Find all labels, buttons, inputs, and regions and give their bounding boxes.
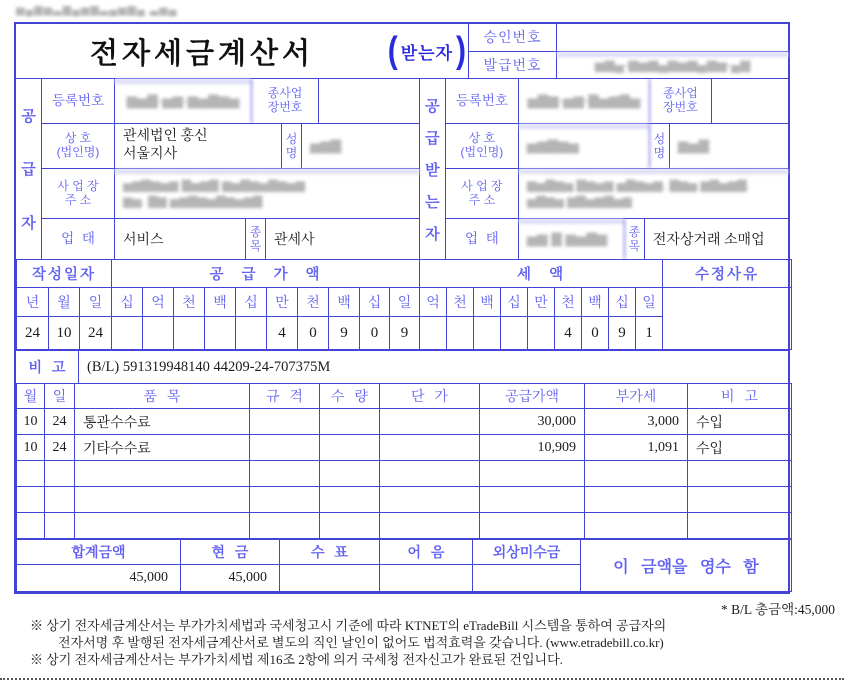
item-month: 10 bbox=[17, 409, 45, 435]
item-supply bbox=[480, 487, 585, 513]
supplier-company-label bbox=[42, 124, 115, 168]
recipient-ceo-label-char: 명 bbox=[653, 146, 666, 160]
issue-number-row bbox=[469, 52, 788, 79]
item-row bbox=[17, 513, 792, 539]
recipient-biztype-value: ▅▆ ▇ ▆▅▇▆ bbox=[519, 219, 625, 259]
item-supply: 30,000 bbox=[480, 409, 585, 435]
remark-label: 비 고 bbox=[16, 351, 79, 383]
tax-digit-unit: 백 bbox=[474, 288, 501, 317]
date-unit: 월 bbox=[49, 288, 80, 317]
supplier-address-label-line: 사 업 장 bbox=[57, 178, 99, 193]
supply-digit: 9 bbox=[329, 317, 360, 350]
supplier-ceo-label-char: 명 bbox=[285, 146, 298, 160]
parties-section bbox=[16, 78, 788, 259]
item-spec bbox=[250, 487, 320, 513]
credit-label: 외상미수금 bbox=[473, 540, 581, 565]
invoice-header bbox=[16, 24, 788, 78]
recipient-company-label-line: (법인명) bbox=[460, 145, 504, 159]
supplier-biztype-value: 서비스 bbox=[115, 219, 246, 259]
bl-total-line: * B/L 총금액:45,000 bbox=[721, 602, 835, 617]
tax-digit: 9 bbox=[609, 317, 636, 350]
recipient-fields bbox=[446, 79, 788, 259]
recipient-address-label-line: 주 소 bbox=[468, 192, 496, 207]
item-note bbox=[688, 487, 792, 513]
supply-digit: 9 bbox=[390, 317, 420, 350]
recipient-regno-label: 등록번호 bbox=[446, 79, 519, 123]
col-month: 월 bbox=[17, 384, 45, 409]
supplier-address-label bbox=[42, 169, 115, 218]
tax-digit bbox=[447, 317, 474, 350]
recipient-subbiz-label bbox=[650, 79, 712, 123]
supplier-block bbox=[16, 79, 420, 259]
supply-digit: 4 bbox=[267, 317, 298, 350]
issue-number-label: 발급번호 bbox=[469, 52, 557, 79]
supply-digit bbox=[236, 317, 267, 350]
item-row bbox=[17, 409, 792, 435]
supply-digit bbox=[143, 317, 174, 350]
supplier-company-label-line: (법인명) bbox=[56, 145, 100, 159]
remark-value: (B/L) 591319948140 44209-24-707375M bbox=[87, 358, 331, 375]
tax-digit-unit: 천 bbox=[555, 288, 582, 317]
item-spec bbox=[250, 435, 320, 461]
date-unit: 년 bbox=[17, 288, 49, 317]
footnote-line: 전자서명 후 발행된 전자세금계산서로 별도의 직인 날인이 없어도 법적효력을 갖습니다. (www.etradebill.co.kr) bbox=[58, 634, 664, 650]
supply-digit-unit: 십 bbox=[236, 288, 267, 317]
supplier-company-value bbox=[115, 124, 282, 168]
supply-digit: 0 bbox=[360, 317, 390, 350]
sender-email-redacted: ▅▄▆▅▃▆▄▅▆▃▄▅▆▄ ▃▅▄ bbox=[16, 4, 178, 16]
date-value: 10 bbox=[49, 317, 80, 350]
supply-digit-unit: 일 bbox=[390, 288, 420, 317]
recipient-side-char: 자 bbox=[425, 225, 440, 243]
item-month bbox=[17, 487, 45, 513]
footnote-line: ※ 상기 전자세금계산서는 부가가치세법과 국세청고시 기준에 따라 KTNET의 eTradeBill 시스템을 통하여 공급자의 bbox=[30, 618, 667, 633]
supplier-bizitem-label-char: 목 bbox=[249, 239, 262, 253]
supplier-company-row bbox=[42, 124, 419, 169]
supplier-side-char: 급 bbox=[21, 161, 36, 179]
tax-digit: 0 bbox=[582, 317, 609, 350]
supply-digit-unit: 천 bbox=[298, 288, 329, 317]
col-vat: 부가세 bbox=[585, 384, 688, 409]
tax-amount-header: 세 액 bbox=[420, 260, 663, 288]
credit-value bbox=[473, 565, 581, 592]
tax-digit-unit: 백 bbox=[582, 288, 609, 317]
col-qty: 수 량 bbox=[320, 384, 380, 409]
recipient-bizitem-value: 전자상거래 소매업 bbox=[652, 233, 765, 248]
footnotes bbox=[30, 618, 830, 669]
supplier-side-char: 자 bbox=[21, 214, 36, 232]
supplier-company-line: 관세법인 홍신 bbox=[123, 128, 208, 144]
supplier-address-label-line: 주 소 bbox=[64, 192, 92, 207]
supplier-side-label bbox=[16, 79, 42, 259]
recipient-address-label-line: 사 업 장 bbox=[461, 178, 503, 193]
col-supply-amount: 공급가액 bbox=[480, 384, 585, 409]
tax-digit-unit: 억 bbox=[420, 288, 447, 317]
item-spec bbox=[250, 513, 320, 539]
supplier-subbiz-label-line: 종사업 bbox=[267, 86, 303, 101]
item-row bbox=[17, 461, 792, 487]
supplier-subbiz-label bbox=[252, 79, 319, 123]
item-vat bbox=[585, 461, 688, 487]
date-value: 24 bbox=[17, 317, 49, 350]
item-qty bbox=[320, 461, 380, 487]
tax-digit bbox=[474, 317, 501, 350]
recipient-subbiz-label-line: 종사업 bbox=[663, 86, 698, 101]
item-unit-price bbox=[380, 513, 480, 539]
recipient-address-row bbox=[446, 169, 788, 219]
item-row bbox=[17, 487, 792, 513]
item-note: 수입 bbox=[688, 409, 792, 435]
supplier-address-line: ▅▆▇▆▅▆ ▇▅▆▇ ▆▅▇▆▅▇▆▅▆ bbox=[123, 177, 306, 192]
item-supply: 10,909 bbox=[480, 435, 585, 461]
item-qty bbox=[320, 435, 380, 461]
item-qty bbox=[320, 409, 380, 435]
recipient-regno-row bbox=[446, 79, 788, 124]
item-row bbox=[17, 435, 792, 461]
supply-digit-unit: 백 bbox=[329, 288, 360, 317]
item-note: 수입 bbox=[688, 435, 792, 461]
item-qty bbox=[320, 513, 380, 539]
tax-digit-unit: 일 bbox=[636, 288, 663, 317]
supplier-ceo-value: ▅▆▇ bbox=[310, 138, 342, 153]
tax-digit-unit: 십 bbox=[609, 288, 636, 317]
item-day bbox=[45, 461, 75, 487]
recipient-side-label bbox=[420, 79, 446, 259]
supplier-address-line: ▆▅. ▇▆ ▅▆▇▆▅▇▆▅▆▇ bbox=[123, 193, 263, 208]
recipient-address-line: ▆▅▇▆▅ ▇▆▅▆ ▅▇▆▅▆. ▇▆▅ ▆▇▅▆▇. bbox=[526, 177, 750, 192]
item-note bbox=[688, 513, 792, 539]
item-name: 통관수수료 bbox=[75, 409, 250, 435]
tax-digit bbox=[528, 317, 555, 350]
check-label: 수 표 bbox=[280, 540, 380, 565]
item-spec bbox=[250, 409, 320, 435]
recipient-tag-group bbox=[388, 24, 466, 78]
recipient-side-char: 는 bbox=[425, 193, 440, 211]
totals-section bbox=[16, 539, 792, 592]
tax-digit: 1 bbox=[636, 317, 663, 350]
total-sum-label: 합계금액 bbox=[17, 540, 181, 565]
item-vat: 3,000 bbox=[585, 409, 688, 435]
recipient-company-label bbox=[446, 124, 519, 168]
supplier-bizitem-value: 관세사 bbox=[274, 233, 315, 248]
tax-digit-unit: 십 bbox=[501, 288, 528, 317]
recipient-tag: 받는자 bbox=[400, 43, 453, 63]
recipient-subbiz-value bbox=[712, 79, 788, 123]
col-spec: 규 격 bbox=[250, 384, 320, 409]
item-supply bbox=[480, 461, 585, 487]
promissory-note-value bbox=[380, 565, 473, 592]
supply-digit-unit: 백 bbox=[205, 288, 236, 317]
col-note: 비 고 bbox=[688, 384, 792, 409]
item-vat bbox=[585, 487, 688, 513]
tax-digit-unit: 천 bbox=[447, 288, 474, 317]
supplier-regno-row bbox=[42, 79, 419, 124]
recipient-address-line: ▅▇▆▅ ▆▇▅▆▇▅▆ bbox=[526, 193, 632, 208]
date-value: 24 bbox=[80, 317, 112, 350]
item-month bbox=[17, 513, 45, 539]
issue-number-value: ▅▆▄-▆▅▆▄▆▅▆▄▆▅-▄▆ bbox=[557, 52, 788, 79]
supplier-ceo-label bbox=[282, 124, 302, 168]
supplier-address-value bbox=[115, 169, 419, 218]
item-name bbox=[75, 461, 250, 487]
approval-number-value bbox=[557, 24, 788, 51]
cash-value: 45,000 bbox=[181, 565, 280, 592]
supply-digit bbox=[174, 317, 205, 350]
supplier-subbiz-label-line: 장번호 bbox=[267, 100, 303, 114]
approval-number-label: 승인번호 bbox=[469, 24, 557, 51]
item-unit-price bbox=[380, 409, 480, 435]
recipient-company-label-line: 상 호 bbox=[468, 131, 496, 146]
recipient-ceo-label bbox=[650, 124, 670, 168]
recipient-regno-value: ▅▇▆-▅▆-▇▅▆▇▅ bbox=[519, 79, 650, 123]
supplier-regno-value: ▆▅▇-▅▆-▆▅▇▆▅ bbox=[115, 79, 252, 123]
remark-row bbox=[16, 350, 788, 383]
recipient-block bbox=[420, 79, 788, 259]
supply-digit-unit: 십 bbox=[112, 288, 143, 317]
recipient-ceo-value: ▆▅▇ bbox=[677, 138, 710, 153]
supply-digit-unit: 억 bbox=[143, 288, 174, 317]
supplier-subbiz-value bbox=[319, 79, 419, 123]
invoice-title: 전자세금계산서 bbox=[89, 37, 315, 70]
recipient-bizitem-label bbox=[625, 219, 645, 259]
recipient-bizitem-label-char: 종 bbox=[628, 224, 641, 239]
tax-digit-unit: 만 bbox=[528, 288, 555, 317]
title-cell bbox=[16, 24, 469, 78]
supplier-biztype-row bbox=[42, 219, 419, 259]
item-note bbox=[688, 461, 792, 487]
recipient-side-char: 급 bbox=[425, 129, 440, 147]
item-supply bbox=[480, 513, 585, 539]
supplier-biztype-label: 업 태 bbox=[42, 219, 115, 259]
amounts-section bbox=[16, 259, 792, 350]
promissory-note-label: 어 음 bbox=[380, 540, 473, 565]
supply-amount-header: 공 급 가 액 bbox=[112, 260, 420, 288]
tax-digit bbox=[501, 317, 528, 350]
tax-invoice-form bbox=[14, 22, 790, 594]
item-vat: 1,091 bbox=[585, 435, 688, 461]
recipient-biztype-row bbox=[446, 219, 788, 259]
supplier-bizitem-label bbox=[246, 219, 266, 259]
recipient-side-char: 공 bbox=[425, 97, 440, 115]
supply-digit-unit: 천 bbox=[174, 288, 205, 317]
revision-reason-value bbox=[663, 288, 792, 350]
totals-header-row bbox=[17, 540, 792, 565]
recipient-subbiz-label-line: 장번호 bbox=[663, 100, 698, 114]
tax-digit bbox=[420, 317, 447, 350]
item-name bbox=[75, 487, 250, 513]
supplier-ceo-label-char: 성 bbox=[285, 131, 298, 146]
open-paren: ( bbox=[387, 29, 398, 71]
recipient-address-label bbox=[446, 169, 519, 218]
item-day: 24 bbox=[45, 435, 75, 461]
item-unit-price bbox=[380, 461, 480, 487]
supplier-company-line: 서울지사 bbox=[123, 147, 178, 162]
item-unit-price bbox=[380, 435, 480, 461]
recipient-company-row bbox=[446, 124, 788, 169]
item-day: 24 bbox=[45, 409, 75, 435]
col-item: 품 목 bbox=[75, 384, 250, 409]
recipient-side-char: 받 bbox=[425, 161, 440, 179]
recipient-bizitem-label-char: 목 bbox=[628, 239, 641, 253]
col-day: 일 bbox=[45, 384, 75, 409]
supplier-bizitem-label-char: 종 bbox=[249, 224, 262, 239]
supply-digit: 0 bbox=[298, 317, 329, 350]
item-name: 기타수수료 bbox=[75, 435, 250, 461]
receipt-statement: 이 금액을 영수 함 bbox=[581, 540, 792, 592]
write-date-header: 작성일자 bbox=[17, 260, 112, 288]
item-day bbox=[45, 513, 75, 539]
close-paren: ) bbox=[456, 29, 466, 71]
item-month: 10 bbox=[17, 435, 45, 461]
footnote-line: ※ 상기 전자세금계산서는 부가가치세법 제16조 2항에 의거 국세청 전자신고가 완료된 건입니다. bbox=[30, 651, 563, 667]
supplier-address-row bbox=[42, 169, 419, 219]
items-header-row bbox=[17, 384, 792, 409]
dotted-divider bbox=[0, 678, 844, 680]
item-unit-price bbox=[380, 487, 480, 513]
total-sum-value: 45,000 bbox=[17, 565, 181, 592]
item-qty bbox=[320, 487, 380, 513]
approval-number-row bbox=[469, 24, 788, 52]
recipient-biztype-label: 업 태 bbox=[446, 219, 519, 259]
cash-label: 현 금 bbox=[181, 540, 280, 565]
supplier-fields bbox=[42, 79, 419, 259]
supplier-company-label-line: 상 호 bbox=[64, 131, 92, 146]
recipient-address-value bbox=[519, 169, 788, 218]
tax-digit: 4 bbox=[555, 317, 582, 350]
item-spec bbox=[250, 461, 320, 487]
supply-digit-unit: 만 bbox=[267, 288, 298, 317]
supply-digit bbox=[205, 317, 236, 350]
supplier-regno-label: 등록번호 bbox=[42, 79, 115, 123]
supplier-side-char: 공 bbox=[21, 108, 36, 126]
item-month bbox=[17, 461, 45, 487]
header-number-block bbox=[469, 24, 788, 78]
revision-reason-header: 수정사유 bbox=[663, 260, 792, 288]
check-value bbox=[280, 565, 380, 592]
supply-digit bbox=[112, 317, 143, 350]
col-unit-price: 단 가 bbox=[380, 384, 480, 409]
item-vat bbox=[585, 513, 688, 539]
items-table bbox=[16, 383, 792, 539]
item-day bbox=[45, 487, 75, 513]
date-unit: 일 bbox=[80, 288, 112, 317]
supply-digit-unit: 십 bbox=[360, 288, 390, 317]
recipient-company-value: ▅▆▇▆▅ bbox=[519, 124, 650, 168]
recipient-ceo-label-char: 성 bbox=[653, 131, 666, 146]
item-name bbox=[75, 513, 250, 539]
